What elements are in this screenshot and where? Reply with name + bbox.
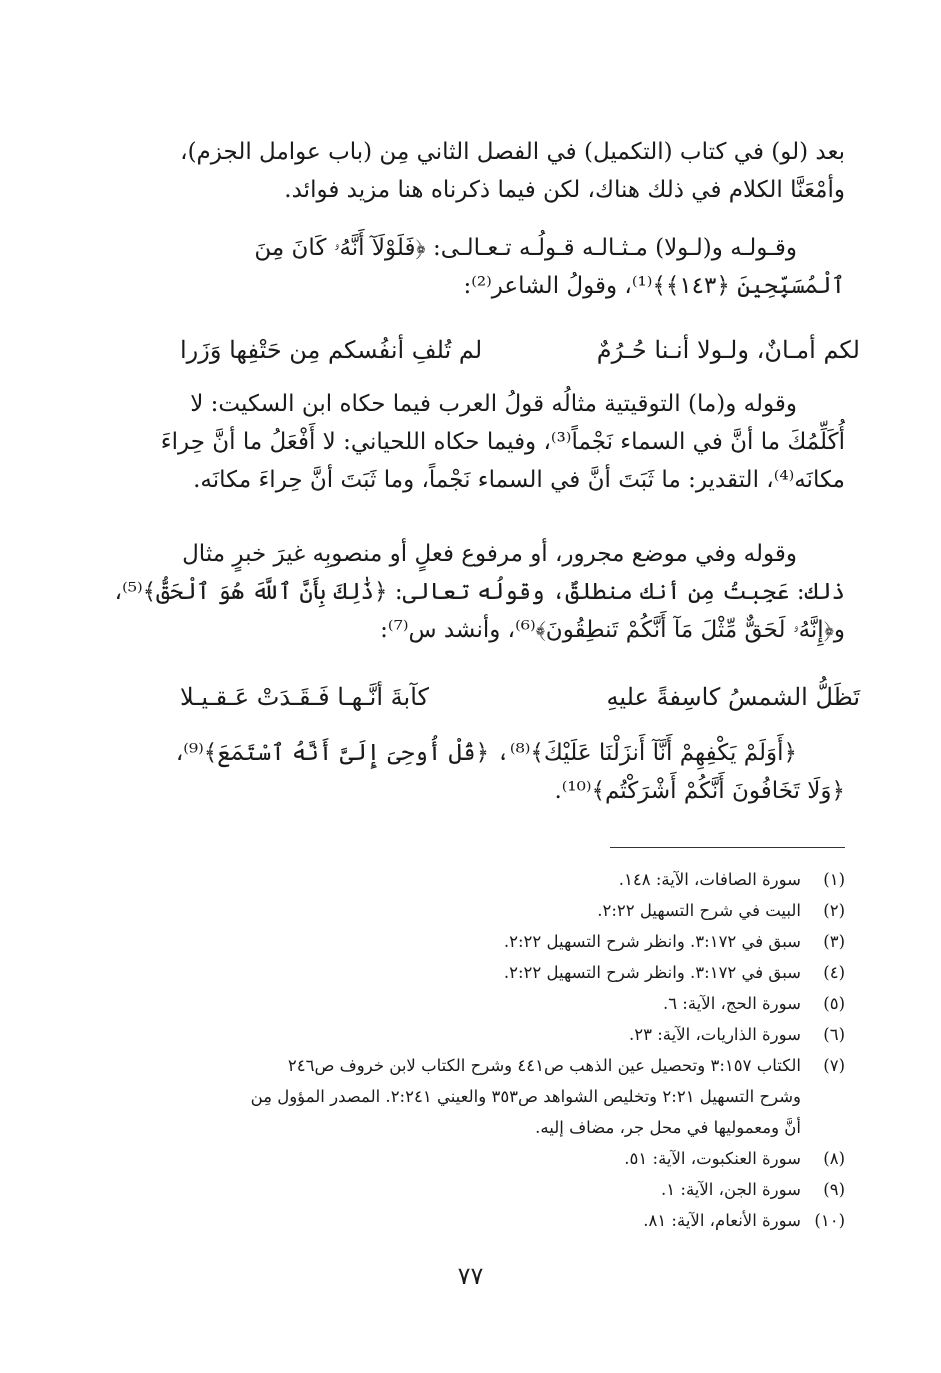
footnote-number: (٨) <box>823 1149 845 1168</box>
footnotes <box>150 864 845 1236</box>
footnote-text: وشرح التسهيل ٢:٢١ وتخليص الشواهد ص٣٥٣ والعيني ٢:٢٤١. المصدر المؤول مِن <box>250 1087 801 1106</box>
text-line: بعد (لو) في كتاب (التكميل) في الفصل الثاني مِن (باب عوامل الجزم)، <box>180 139 845 165</box>
text-line: و﴿إِنَّهُۥ لَحَقٌّ مِّثْلَ مَآ أَنَّكُمْ تَنطِقُونَ﴾⁽⁶⁾، وأنشد س⁽⁷⁾: <box>380 617 845 643</box>
footnote-text: سورة العنكبوت، الآية: ٥١. <box>624 1149 801 1168</box>
footnote-text: سبق في ٣:١٧٢. وانظر شرح التسهيل ٢:٢٢. <box>503 932 801 951</box>
text-line: مكانَه⁽⁴⁾، التقدير: ما ثَبَتَ أنَّ في السماء نَجْماً، وما ثَبَتَ أنَّ حِراءَ مكانَه. <box>193 467 845 493</box>
text-line: ذلك: عَجِبتُ مِن أنك منطلقٌ، وقولُه تعالى: ﴿ذَٰلِكَ بِأَنَّ ٱللَّهَ هُوَ ٱلْحَقُّ﴾⁽⁵⁾، <box>114 579 845 605</box>
footnote-1 <box>150 864 845 895</box>
footnote-number: (٥) <box>823 994 845 1013</box>
paragraph-4 <box>114 535 845 649</box>
text-line: أُكَلِّمُكَ ما أنَّ في السماء نَجْماً⁽³⁾، وفيما حكاه اللحياني: لا أَفْعَلُ ما أنَّ حِراءَ <box>160 429 845 455</box>
footnote-text: سورة الحج، الآية: ٦. <box>662 994 801 1013</box>
footnote-text: البيت في شرح التسهيل ٢:٢٢. <box>597 901 801 920</box>
paragraph-2 <box>150 229 845 305</box>
footnote-number: (١) <box>823 870 845 889</box>
verse-second-hemistich: كآبةَ أنَّـهـا فَـقَـدَتْ عَـقـيـلا <box>180 683 429 711</box>
footnote-number: (١٠) <box>814 1211 845 1230</box>
verse-first-hemistich: تَظَلُّ الشمسُ كاسِفةً عليهِ <box>606 683 860 711</box>
text-line: ﴿وَلَا تَخَافُونَ أَنَّكُمْ أَشْرَكْتُم﴾⁽¹⁰⁾. <box>554 778 845 804</box>
text-line: ٱلْمُسَبِّحِينَ ﴿١٤٣﴾﴾⁽¹⁾، وقولُ الشاعر⁽²⁾: <box>463 273 845 299</box>
footnote-text: سورة الأنعام، الآية: ٨١. <box>643 1211 801 1230</box>
paragraph-3 <box>150 385 845 499</box>
footnote-7 <box>150 1050 845 1143</box>
footnote-8 <box>150 1143 845 1174</box>
footnote-10 <box>150 1205 845 1236</box>
footnote-text: أنَّ ومعموليها في محل جر، مضاف إليه. <box>535 1118 801 1137</box>
footnote-9 <box>150 1174 845 1205</box>
verse-first-hemistich: لكم أمـانٌ، ولـولا أنـنا حُـرُمٌ <box>596 336 860 364</box>
footnote-5 <box>150 988 845 1019</box>
text-line: وقوله و(ما) التوقيتية مثالُه قولُ العرب فيما حكاه ابن السكيت: لا <box>190 391 797 417</box>
poetry-verse-2 <box>180 678 860 716</box>
footnote-number: (٧) <box>823 1056 845 1075</box>
page-number: ٧٧ <box>457 1262 484 1290</box>
verse-second-hemistich: لم تُلفِ أنفُسكم مِن حَتْفِها وَزَرا <box>180 336 483 364</box>
footnote-number: (٤) <box>823 963 845 982</box>
text-line: وقـولـه و(لـولا) مـثـالـه قـولُـه تـعـالـى: ﴿فَلَوْلَآ أَنَّهُۥ كَانَ مِنَ <box>254 235 797 261</box>
footnote-text: سورة الجن، الآية: ١. <box>661 1180 801 1199</box>
text-line: ﴿أَوَلَمْ يَكْفِهِمْ أَنَّآ أَنزَلْنَا عَلَيْكَ﴾⁽⁸⁾، ﴿قُلْ أُوحِىَ إِلَىَّ أَنَّهُ ٱسْتَمَعَ﴾⁽⁹⁾، <box>175 740 797 766</box>
footnote-number: (٩) <box>823 1180 845 1199</box>
footnote-number: (٣) <box>823 932 845 951</box>
footnote-2 <box>150 895 845 926</box>
poetry-verse-1 <box>180 331 860 369</box>
footnote-text: سورة الذاريات، الآية: ٢٣. <box>629 1025 801 1044</box>
footnote-number: (٢) <box>823 901 845 920</box>
footnote-3 <box>150 926 845 957</box>
footnote-text: سورة الصافات، الآية: ١٤٨. <box>618 870 801 889</box>
text-line: وأمْعَنَّا الكلام في ذلك هناك، لكن فيما ذكرناه هنا مزيد فوائد. <box>284 177 845 203</box>
footnote-4 <box>150 957 845 988</box>
footnote-number: (٦) <box>823 1025 845 1044</box>
text-line: وقوله وفي موضع مجرور، أو مرفوع فعلٍ أو منصوبِه غيرَ خبرٍ مثال <box>182 541 797 567</box>
footnote-6 <box>150 1019 845 1050</box>
footnote-text: الكتاب ٣:١٥٧ وتحصيل عين الذهب ص٤٤١ وشرح الكتاب لابن خروف ص٢٤٦ <box>287 1056 801 1075</box>
footnote-text: سبق في ٣:١٧٢. وانظر شرح التسهيل ٢:٢٢. <box>503 963 801 982</box>
paragraph-5 <box>150 734 845 810</box>
footnote-separator <box>610 847 845 848</box>
paragraph-1 <box>150 133 845 209</box>
